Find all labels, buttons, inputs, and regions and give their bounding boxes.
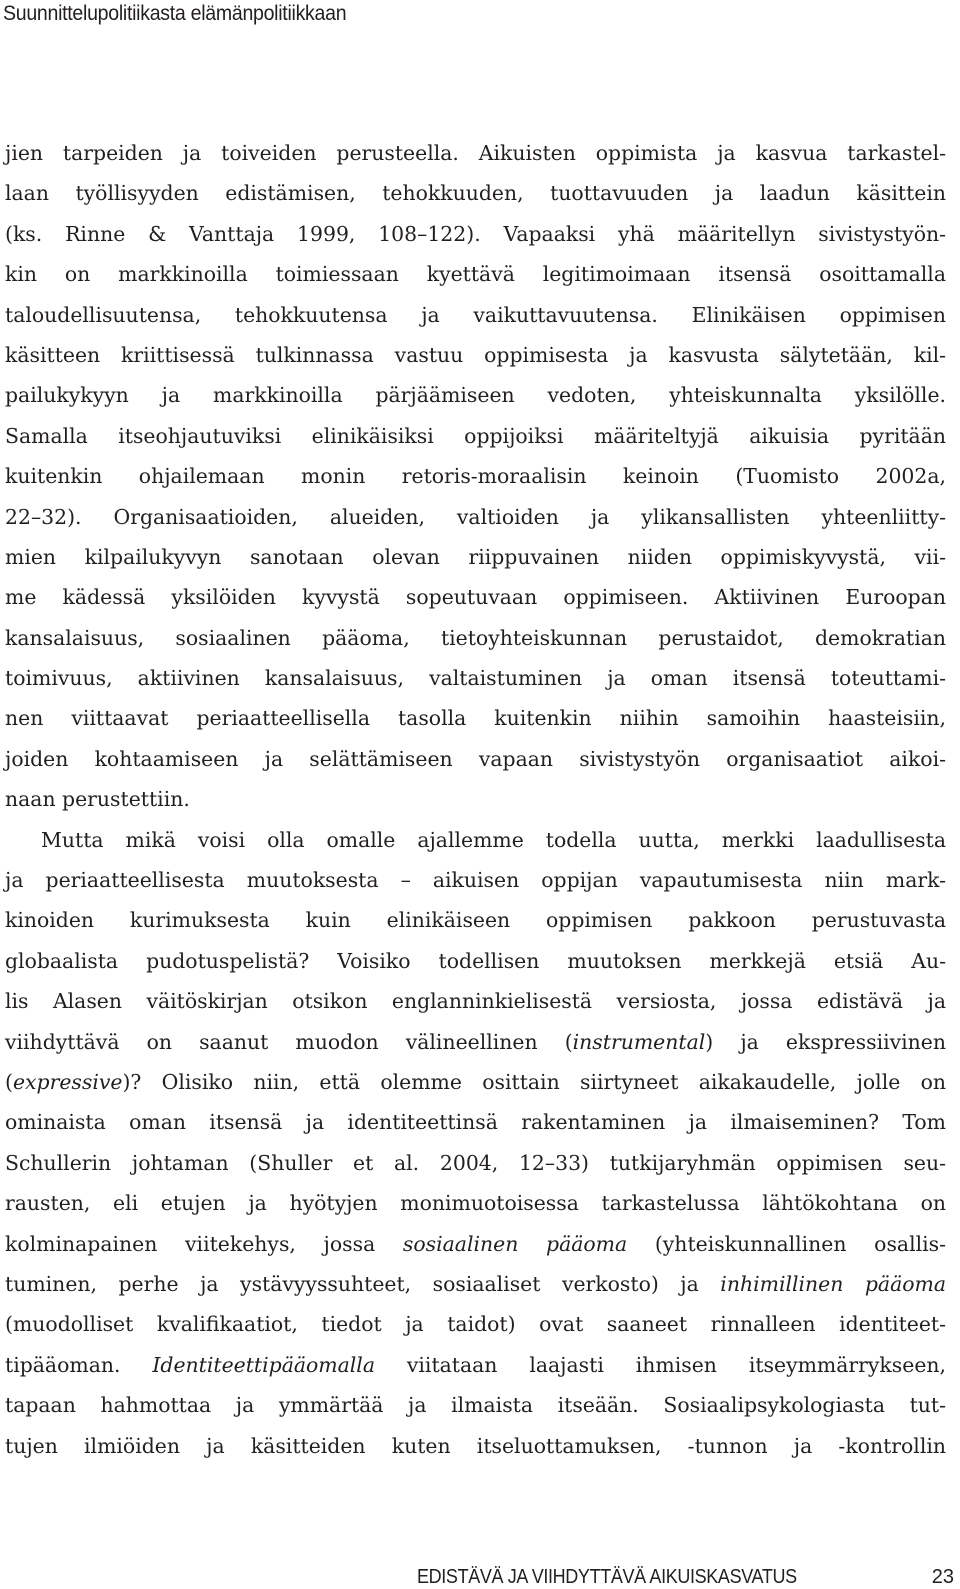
text-line: rausten, eli etujen ja hyötyjen monimuotoisessa tarkastelussa lähtökohtana on <box>5 1191 946 1216</box>
text-segment: kolminapainen viitekehys, jossa <box>5 1231 403 1256</box>
page-number: 23 <box>931 1566 954 1588</box>
text-line: käsitteen kriittisessä tulkinnassa vastuu oppimisesta ja kasvusta sälytetään, kil- <box>5 342 946 367</box>
text-segment: )? Olisiko niin, että olemme osittain siirtyneet aikakaudelle, jolle on <box>122 1069 946 1094</box>
italic-term: instrumental <box>572 1029 706 1054</box>
text-line: (muodolliset kvalifikaatiot, tiedot ja taidot) ovat saaneet rinnalleen identiteet- <box>5 1312 946 1337</box>
text-segment: tuminen, perhe ja ystävyyssuhteet, sosiaaliset verkosto) ja <box>5 1271 721 1296</box>
text-segment: viitataan laajasti ihmisen itseymmärrykseen, <box>374 1352 946 1377</box>
text-line <box>5 1224 946 1264</box>
text-line: kin on markkinoilla toimiessaan kyettävä legitimoimaan itsensä osoittamalla <box>5 262 946 287</box>
running-header: Suunnittelupolitiikasta elämänpolitiikkaan <box>3 2 347 25</box>
text-line: pailukykyyn ja markkinoilla pärjäämiseen vedoten, yhteiskunnalta yksilölle. <box>5 383 946 408</box>
italic-term: expressive <box>12 1069 123 1094</box>
text-line: laan työllisyyden edistämisen, tehokkuuden, tuottavuuden ja laadun käsittein <box>5 181 946 206</box>
text-line: kinoiden kurimuksesta kuin elinikäiseen oppimisen pakkoon perustuvasta <box>5 908 946 933</box>
text-line: kansalaisuus, sosiaalinen pääoma, tietoyhteiskunnan perustaidot, demokratian <box>5 625 946 650</box>
body-text <box>5 133 946 1466</box>
text-line <box>5 1345 946 1385</box>
text-line: ominaista oman itsensä ja identiteettinsä rakentaminen ja ilmaiseminen? Tom <box>5 1110 946 1135</box>
text-line: jien tarpeiden ja toiveiden perusteella. Aikuisten oppimista ja kasvua tarkastel- <box>5 141 946 165</box>
text-line: toimivuus, aktiivinen kansalaisuus, valtaistuminen ja oman itsensä toteuttami- <box>5 666 946 691</box>
text-line: (ks. Rinne & Vanttaja 1999, 108–122). Vapaaksi yhä määritellyn sivistystyön- <box>5 221 946 246</box>
text-line: 22–32). Organisaatioiden, alueiden, valtioiden ja ylikansallisten yhteenliitty- <box>5 504 946 529</box>
text-line: tapaan hahmottaa ja ymmärtää ja ilmaista itseään. Sosiaalipsykologiasta tut- <box>5 1393 946 1418</box>
text-line: kuitenkin ohjailemaan monin retoris-moraalisin keinoin (Tuomisto 2002a, <box>5 464 946 489</box>
text-line: globaalista pudotuspelistä? Voisiko todellisen muutoksen merkkejä etsiä Au- <box>5 948 946 973</box>
text-line <box>5 1022 946 1062</box>
text-line: Schullerin johtaman (Shuller et al. 2004, 12–33) tutkijaryhmän oppimisen seu- <box>5 1150 946 1175</box>
text-line <box>5 1264 946 1304</box>
text-line: Samalla itseohjautuviksi elinikäisiksi oppijoiksi määriteltyjä aikuisia pyritään <box>5 423 946 448</box>
text-segment: ( <box>5 1069 13 1094</box>
text-line <box>5 1062 946 1102</box>
text-line: joiden kohtaamiseen ja selättämiseen vapaan sivistystyön organisaatiot aikoi- <box>5 746 946 771</box>
text-line: me kädessä yksilöiden kyvystä sopeutuvaan oppimiseen. Aktiivinen Euroopan <box>5 585 946 610</box>
italic-term: sosiaalinen pääoma <box>402 1231 628 1256</box>
text-segment: ) ja ekspressiivinen <box>705 1029 946 1054</box>
text-segment: tipääoman. <box>5 1352 153 1377</box>
page-footer <box>0 1565 960 1589</box>
text-line: tujen ilmiöiden ja käsitteiden kuten itseluottamuksen, -tunnon ja -kontrollin <box>5 1433 946 1458</box>
paragraph-start-line: Mutta mikä voisi olla omalle ajallemme todella uutta, merkki laadullisesta <box>41 827 946 852</box>
text-line: mien kilpailukyvyn sanotaan olevan riippuvainen niiden oppimiskyvystä, vii- <box>5 544 946 569</box>
text-line: taloudellisuutensa, tehokkuutensa ja vaikuttavuutensa. Elinikäisen oppimisen <box>5 302 946 327</box>
text-line: lis Alasen väitöskirjan otsikon englanninkielisestä versiosta, jossa edistävä ja <box>5 989 946 1014</box>
footer-book-title: EDISTÄVÄ JA VIIHDYTTÄVÄ AIKUISKASVATUS <box>417 1566 797 1588</box>
text-segment: (yhteiskunnallinen osallis- <box>627 1231 946 1256</box>
italic-term: inhimillinen pääoma <box>720 1271 946 1296</box>
italic-term: Identiteettipääomalla <box>152 1352 375 1377</box>
text-segment: viihdyttävä on saanut muodon välineellinen ( <box>5 1029 573 1054</box>
text-line: nen viittaavat periaatteellisella tasolla kuitenkin niihin samoihin haasteisiin, <box>5 706 946 731</box>
text-line: ja periaatteellisesta muutoksesta – aikuisen oppijan vapautumisesta niin mark- <box>5 868 946 893</box>
paragraph-end-line: naan perustettiin. <box>5 787 190 812</box>
